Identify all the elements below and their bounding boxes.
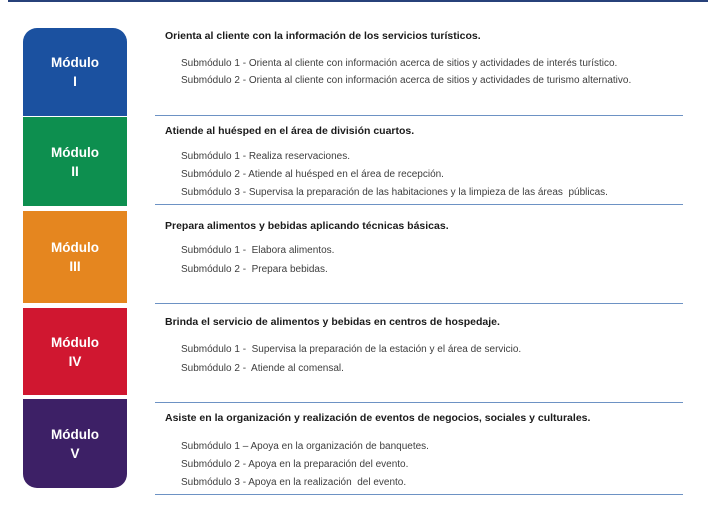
module-box-label: Módulo: [51, 334, 99, 350]
module-submodules-2: [181, 148, 701, 202]
separator-line: [155, 115, 683, 116]
module-title-2: Atiende al huésped en el área de división cuartos.: [165, 125, 415, 137]
module-title-1: Orienta al cliente con la información de los servicios turísticos.: [165, 30, 481, 42]
module-box-numeral: V: [70, 445, 80, 461]
submodule-line: Submódulo 3 - Apoya en la realización del evento.: [181, 477, 407, 488]
submodule-line: Submódulo 2 - Orienta al cliente con información acerca de sitios y actividades de turismo alternativo.: [181, 75, 632, 86]
module-box-label: Módulo: [51, 144, 99, 160]
module-submodules-4: [181, 340, 701, 378]
module-title-4: Brinda el servicio de alimentos y bebidas en centros de hospedaje.: [165, 316, 500, 328]
separator-line: [155, 303, 683, 304]
module-box-4: [23, 308, 127, 395]
submodule-line: Submódulo 2 - Apoya en la preparación del evento.: [181, 459, 409, 470]
module-title-3: Prepara alimentos y bebidas aplicando técnicas básicas.: [165, 220, 449, 232]
submodule-line: Submódulo 1 – Apoya en la organización de banquetes.: [181, 441, 429, 452]
separator-line: [155, 494, 683, 495]
submodule-line: Submódulo 2 - Prepara bebidas.: [181, 264, 328, 275]
separator-line: [155, 204, 683, 205]
module-box-label: Módulo: [51, 426, 99, 442]
separator-line: [155, 402, 683, 403]
module-box-label: Módulo: [51, 55, 99, 70]
submodule-line: Submódulo 1 - Supervisa la preparación de la estación y el área de servicio.: [181, 344, 522, 355]
module-box-label: Módulo: [51, 240, 99, 255]
submodule-line: Submódulo 2 - Atiende al huésped en el área de recepción.: [181, 169, 444, 180]
module-submodules-3: [181, 241, 701, 279]
submodule-line: Submódulo 1 - Realiza reservaciones.: [181, 151, 350, 162]
module-box-1: [23, 28, 127, 116]
module-box-3: [23, 211, 127, 303]
submodule-line: Submódulo 3 - Supervisa la preparación de las habitaciones y la limpieza de las áreas públicas.: [181, 187, 608, 198]
module-box-5: [23, 399, 127, 488]
top-border-line: [8, 0, 708, 2]
module-box-2: [23, 117, 127, 206]
module-box-numeral: II: [71, 163, 79, 179]
module-title-5: Asiste en la organización y realización de eventos de negocios, sociales y culturales.: [165, 412, 591, 424]
module-submodules-1: [181, 55, 701, 89]
submodule-line: Submódulo 2 - Atiende al comensal.: [181, 363, 344, 374]
module-box-numeral: I: [73, 74, 77, 89]
submodule-line: Submódulo 1 - Elabora alimentos.: [181, 245, 335, 256]
module-box-numeral: IV: [68, 353, 82, 369]
module-submodules-5: [181, 438, 701, 492]
submodule-line: Submódulo 1 - Orienta al cliente con información acerca de sitios y actividades de interés turístico.: [181, 58, 618, 69]
module-box-numeral: III: [69, 259, 81, 274]
